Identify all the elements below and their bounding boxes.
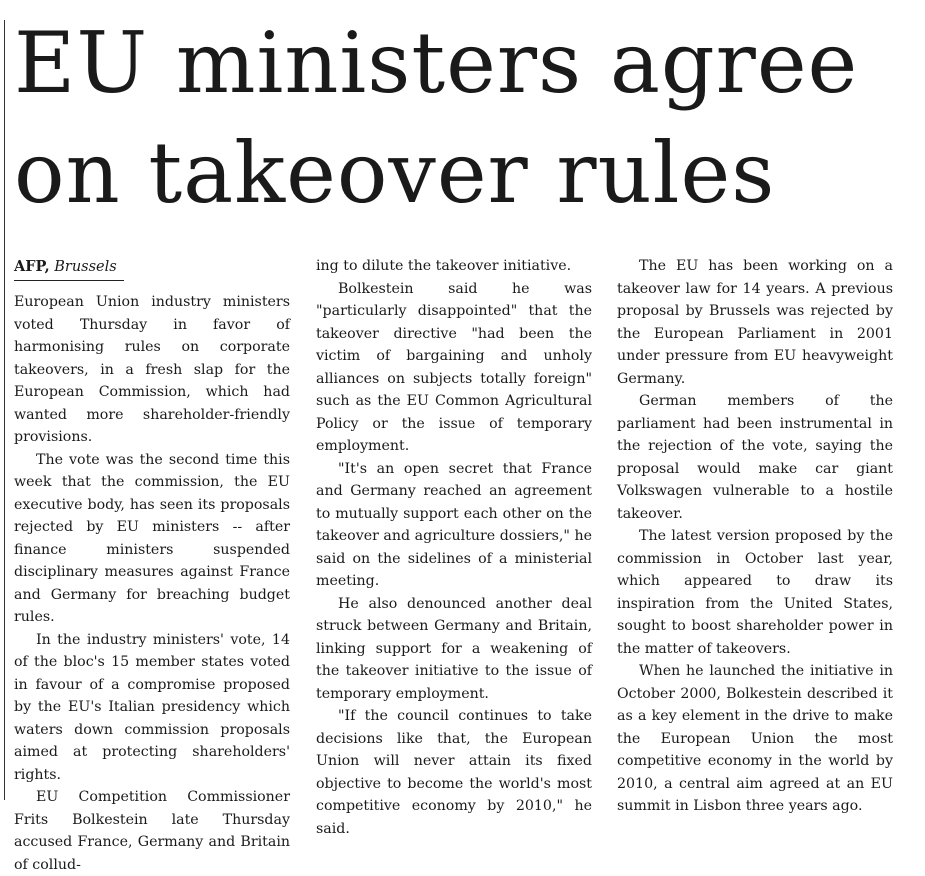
article-column-3 [617,255,893,818]
paragraph: European Union industry ministers voted Thursday in favor of harmonising rules on corporate takeovers, in a fresh slap for the European Commission, which had wanted more shareholder-friendly provisions. [14,294,290,445]
paragraph: "If the council continues to take decisions like that, the European Union will never attain its fixed objective to become the world's most competitive economy by 2010," he said. [316,708,592,837]
paragraph: EU Competition Commissioner Frits Bolkestein late Thursday accused France, Germany and Britain of collud- [14,789,290,873]
paragraph: In the industry ministers' vote, 14 of the bloc's 15 member states voted in favour of a compromise proposed by the EU's Italian presidency which waters down commission proposals aimed at protecting shareholders' rights. [14,631,290,783]
paragraph: The latest version proposed by the commission in October last year, which appeared to draw its inspiration from the United States, sought to boost shareholder power in the matter of takeovers. [617,528,893,657]
paragraph: The EU has been working on a takeover law for 14 years. A previous proposal by Brussels was rejected by the European Parliament in 2001 under pressure from EU heavyweight Germany. [617,258,893,387]
byline-agency: AFP, [14,258,50,275]
paragraph: "It's an open secret that France and Germany reached an agreement to mutually support each other on the takeover and agriculture dossiers," he said on the sidelines of a ministerial meeting. [316,460,592,589]
article-column-2 [316,255,592,840]
paragraph: When he launched the initiative in October 2000, Bolkestein described it as a key element in the drive to make the European Union the most competitive economy in the world by 2010, a central aim agreed at an EU summit in Lisbon three years ago. [617,663,893,814]
byline [14,257,124,281]
headline: EU ministers agree on takeover rules [14,14,859,222]
paragraph: He also denounced another deal struck between Germany and Britain, linking support for a weakening of the takeover initiative to the issue of temporary employment. [316,595,592,702]
paragraph: The vote was the second time this week that the commission, the EU executive body, has seen its proposals rejected by EU ministers -- after finance ministers suspended disciplinary measures against France and Germany for breaching budget rules. [14,451,290,625]
paragraph: Bolkestein said he was "particularly disappointed" that the takeover directive "had been the victim of bargaining and unholy alliances on subjects totally foreign" such as the EU Common Agricultural Policy or the issue of temporary employment. [316,280,592,454]
byline-place: Brussels [54,259,117,275]
column-rule [4,20,5,800]
paragraph: ing to dilute the takeover initiative. [316,258,572,274]
paragraph: German members of the parliament had been instrumental in the rejection of the vote, saying the proposal would make car giant Volkswagen vulnerable to a hostile takeover. [617,393,893,522]
article-column-1 [14,257,290,876]
